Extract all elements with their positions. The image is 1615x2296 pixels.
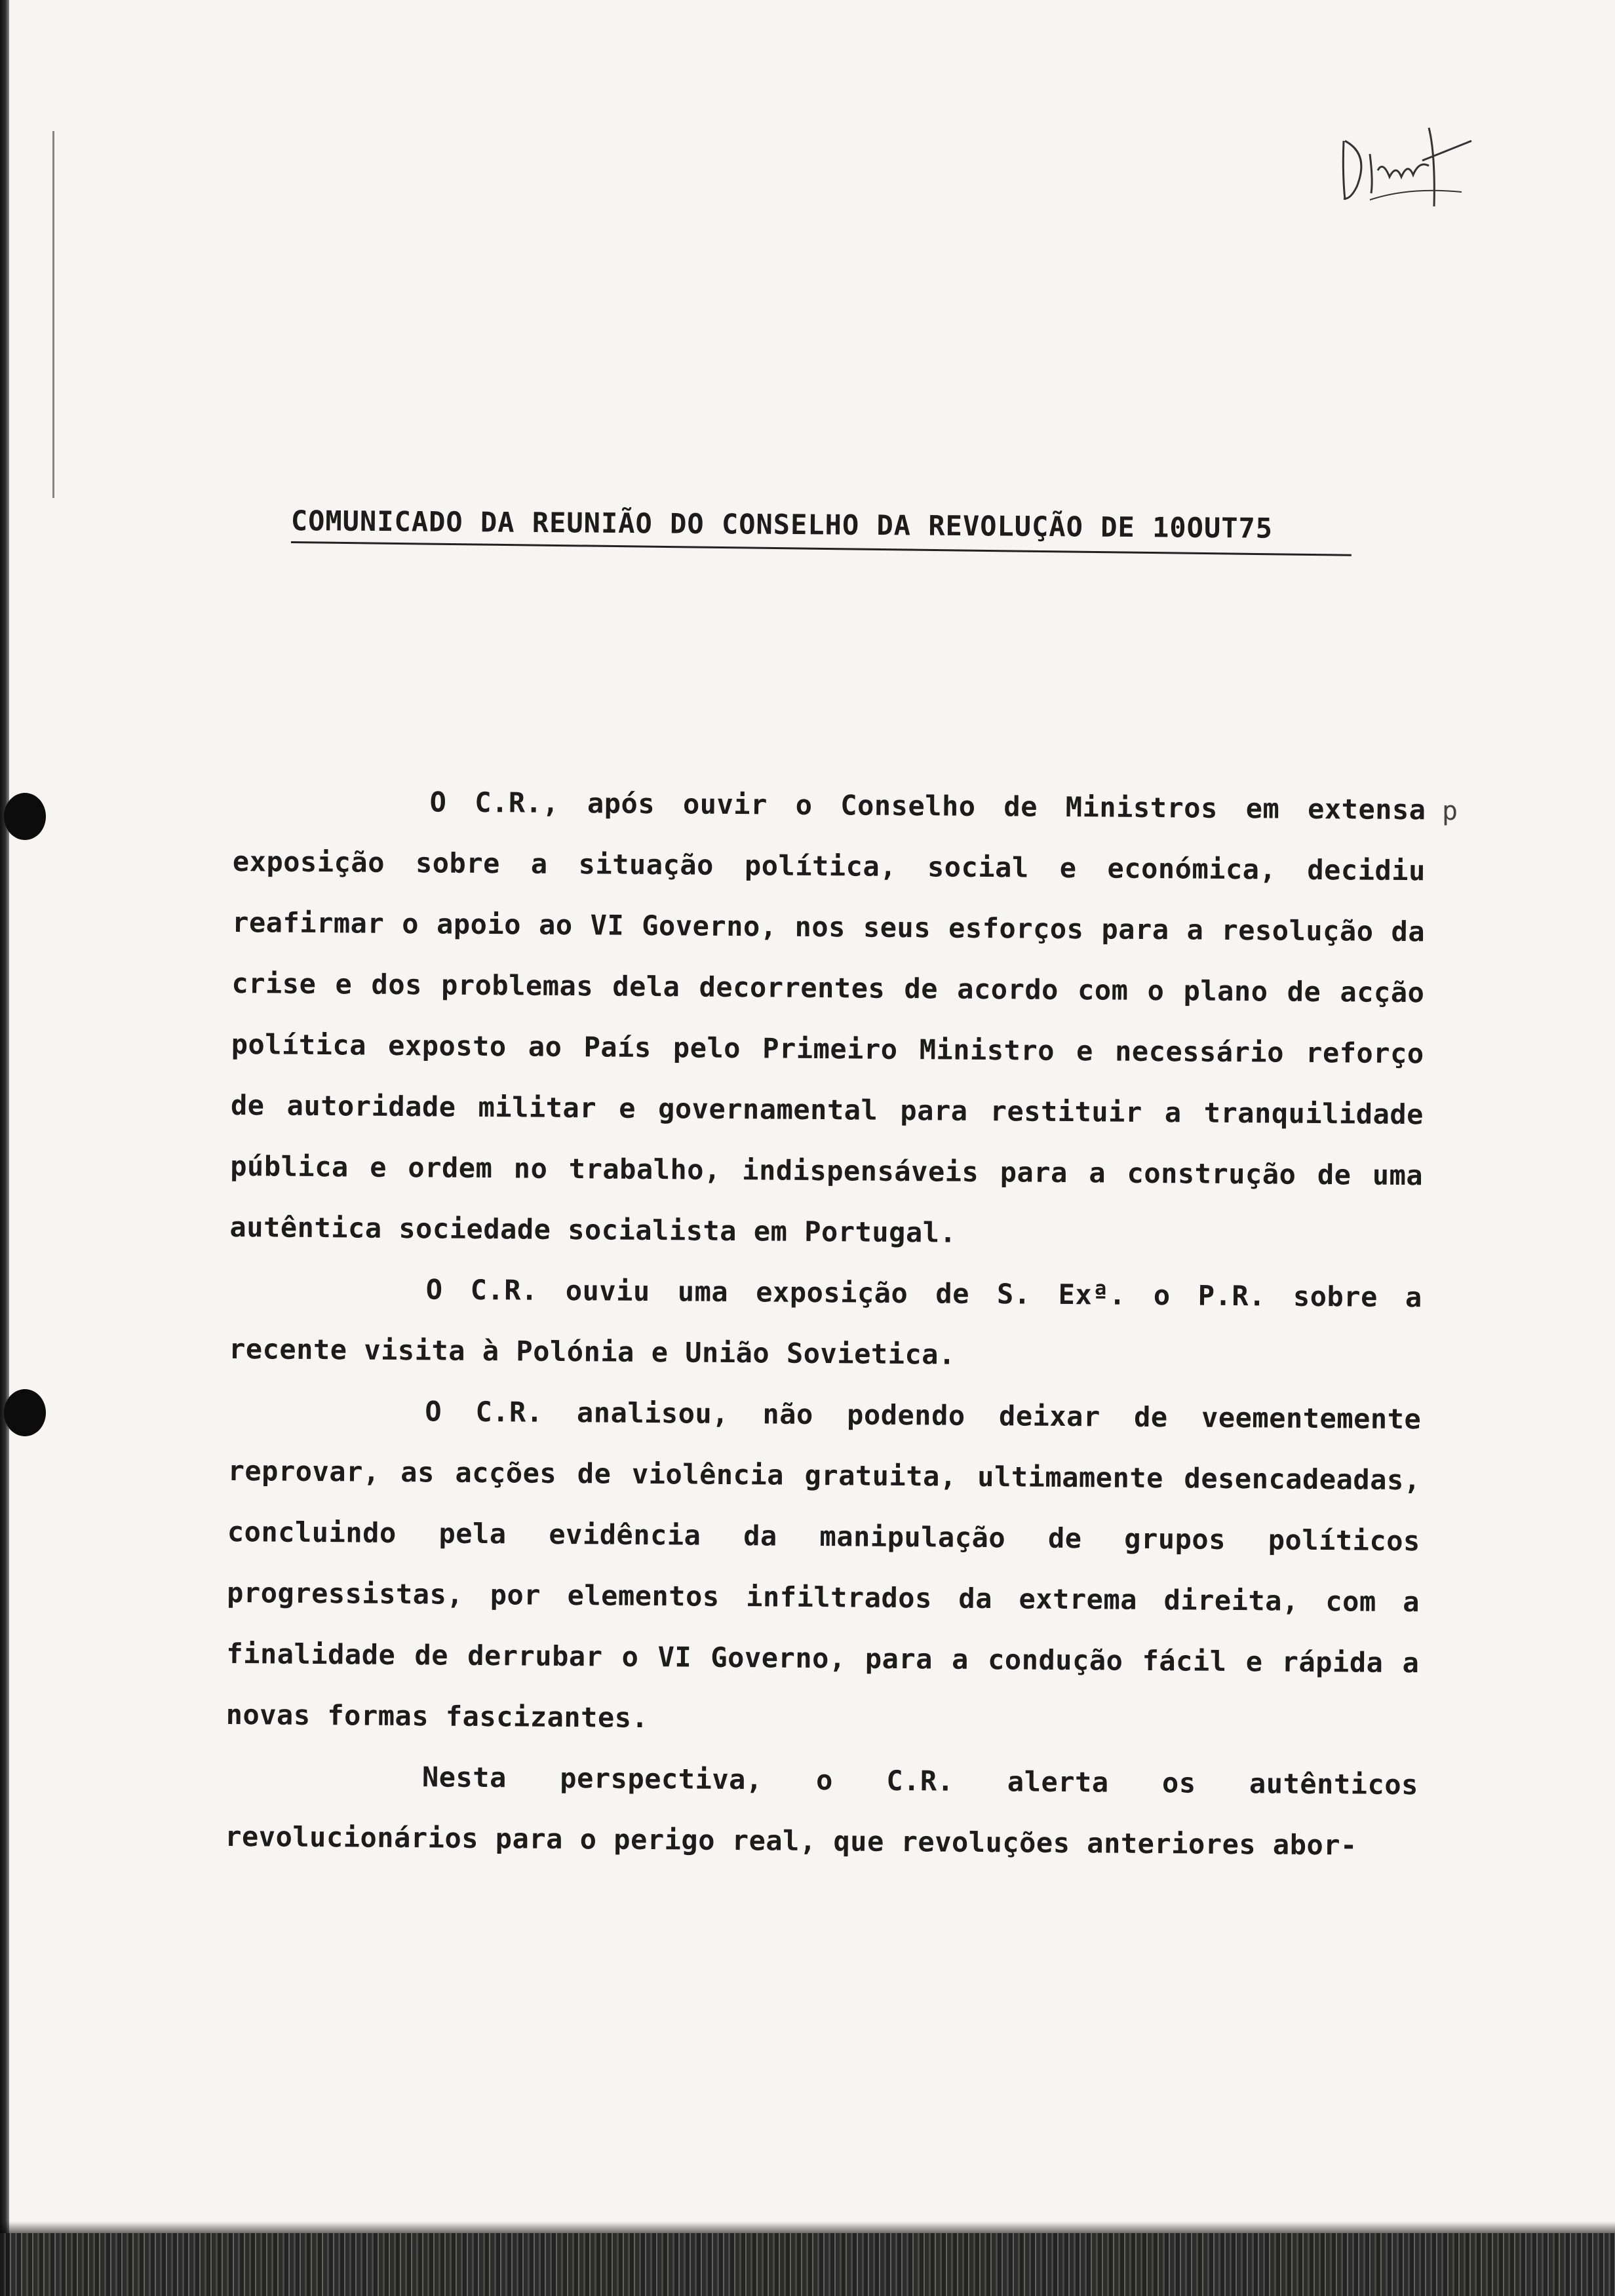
paragraph: Nesta perspectiva, o C.R. alerta os autênticos revolucionários para o perigo real, que revoluções anteriores abor- xyxy=(225,1761,1419,1862)
margin-mark: p xyxy=(1442,796,1458,826)
paragraph: O C.R., após ouvir o Conselho de Ministros em extensa exposição sobre a situação política, social e económica, decidiu reafirmar o apoio ao VI Governo, nos seus esforços para a resolução da crise e dos problemas dela decorrentes de acordo com o plano de acção política exposto ao País pelo Primeiro Ministro e necessário reforço de autoridade militar e governamental para restituir a tranquilidade pública e ordem no trabalho, indispensáveis para a construção de uma autêntica sociedade socialista em Portugal. xyxy=(229,786,1426,1249)
scan-bottom-shadow xyxy=(0,2221,1615,2233)
document-title: COMUNICADO DA REUNIÃO DO CONSELHO DA REVOLUÇÃO DE 10OUT75 xyxy=(290,505,1274,545)
paragraph: O C.R. ouviu uma exposição de S. Exª. o P.R. sobre a recente visita à Polónia e União Sovietica. xyxy=(228,1273,1422,1371)
scan-bottom-edge xyxy=(0,2233,1615,2296)
scan-left-edge xyxy=(0,0,9,2296)
punch-hole xyxy=(4,793,46,840)
punch-hole xyxy=(4,1389,46,1436)
document-body xyxy=(225,770,1426,1876)
scan-margin-line xyxy=(52,131,54,498)
handwritten-signature xyxy=(1331,115,1481,213)
paragraph: O C.R. analisou, não podendo deixar de veementemente reprovar, as acções de violência gratuita, ultimamente desencadeadas, concluindo pela evidência da manipulação de grupos políticos progressistas, por elementos infiltrados da extrema direita, com a finalidade de derrubar o VI Governo, para a condução fácil e rápida a novas formas fascizantes. xyxy=(225,1395,1422,1734)
